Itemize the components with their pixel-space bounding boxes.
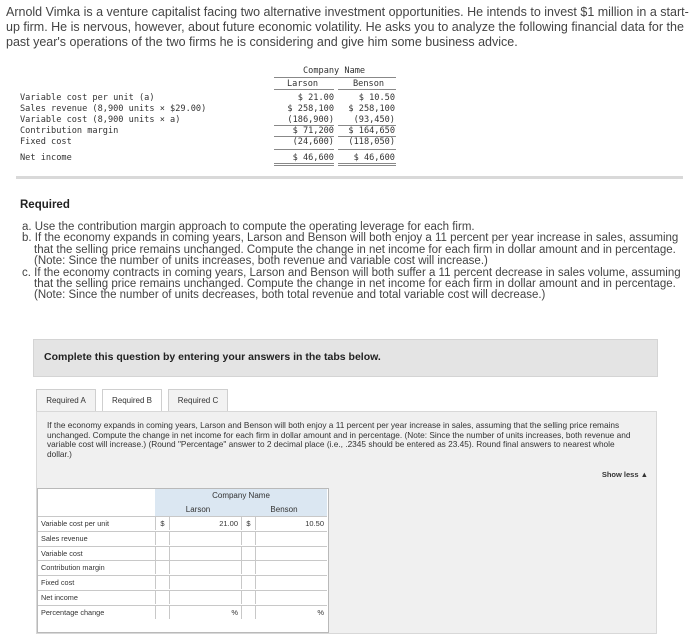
benson-currency-prefix [241,531,255,545]
tab-required-a[interactable]: Required A [36,389,96,413]
benson-currency-prefix [241,546,255,560]
instruction-banner [33,339,658,377]
company-name-header: Company Name [303,66,366,76]
grid-row-label: Sales revenue [38,531,155,545]
problem-intro: Arnold Vimka is a venture capitalist facing two alternative investment opportunities. He intends to invest $1 million in a start-up firm. He is nervous, however, about future economic volatility. He asks you to analyze the following financial data for the past year's operations of the two firms he is considering and give him some business advice. [6,5,689,49]
data-larson-value: $ 71,200 [292,126,334,136]
required-title: Required [20,199,70,211]
grid-row-label: Variable cost per unit [38,516,155,530]
required-item-c: c. If the economy contracts in coming years, Larson and Benson will both suffer a 11 percent decrease in sales volume, assuming that the selling price remains unchanged. Compute the change in net income for each firm in dollar amount and in percentage. (Note: Since the number of units decreases, both total revenue and total variable cost will decrease.) [22,266,681,302]
benson-currency-prefix: $ [241,516,255,530]
data-larson-value: (186,900) [287,115,334,125]
table-rule [274,165,334,166]
data-benson-value: $ 164,650 [348,126,395,136]
grid-row-label: Fixed cost [38,575,155,589]
data-larson-value: $ 21.00 [297,93,334,103]
table-rule [338,163,396,164]
larson-input[interactable] [169,590,241,604]
table-rule [338,136,396,137]
data-benson-value: $ 258,100 [348,104,395,114]
larson-input[interactable] [169,531,241,545]
data-benson-value: $ 46,600 [353,153,395,163]
required-list [22,222,687,302]
grid-row-label: Net income [38,590,155,604]
required-item-a: a. Use the contribution margin approach to compute the operating leverage for each firm. [22,221,475,233]
show-less-link[interactable]: Show less ▲ [601,470,648,479]
table-rule [274,136,334,137]
benson-currency-prefix [241,590,255,604]
larson-input[interactable] [169,560,241,574]
benson-input[interactable]: % [255,605,327,619]
benson-input[interactable] [255,575,327,589]
required-item-b: b. If the economy expands in coming years, Larson and Benson will both enjoy a 11 percent per year increase in sales, assuming that the selling price remains unchanged. Compute the change in net income for each firm in dollar amount and in percentage. (Note: Since the number of units increases, both revenue and variable cost will increase.) [22,232,679,268]
grid-company-name-header: Company Name [155,489,327,503]
instruction-text: Complete this question by entering your answers in the tabs below. [44,351,381,363]
tab-required-c[interactable]: Required C [168,389,228,413]
benson-currency-prefix [241,575,255,589]
table-rule [274,163,334,164]
benson-input[interactable] [255,560,327,574]
benson-input[interactable] [255,546,327,560]
tab-required-b[interactable]: Required B [102,389,162,413]
col-larson-header: Larson [287,79,319,89]
grid-row-label: Percentage change [38,605,155,619]
table-rule [274,149,334,150]
data-row-label: Sales revenue (8,900 units × $29.00) [20,104,207,114]
table-rule [338,149,396,150]
benson-currency-prefix [241,605,255,619]
larson-input[interactable]: 21.00 [169,516,241,530]
grid-row-label: Variable cost [38,546,155,560]
col-benson-header: Benson [353,79,385,89]
benson-currency-prefix [241,560,255,574]
answer-grid [37,488,329,633]
data-larson-value: (24,600) [292,137,334,147]
larson-input[interactable] [169,546,241,560]
panel-description: If the economy expands in coming years, Larson and Benson will both enjoy a 11 percent per year increase in sales, assuming that the selling price remains unchanged. Compute the change in net income for each firm in dollar amount and in percentage. (Note: Since the number of units increases, both revenue and variable cost will increase.) (Round "Percentage" answer to 2 decimal place (i.e., .2345 should be entered as 23.45). Round final answers to nearest whole dollar.) [47,420,631,459]
larson-currency-prefix: $ [155,516,169,530]
grid-row-label: Contribution margin [38,560,155,574]
grid-col-larson: Larson [155,503,241,516]
benson-input[interactable] [255,531,327,545]
data-benson-value: (93,450) [353,115,395,125]
section-divider [16,176,683,179]
larson-currency-prefix [155,531,169,545]
benson-input[interactable] [255,590,327,604]
data-row-label: Net income [20,153,72,163]
larson-input[interactable] [169,575,241,589]
larson-currency-prefix [155,590,169,604]
grid-col-benson: Benson [241,503,327,516]
larson-input[interactable]: % [169,605,241,619]
data-larson-value: $ 46,600 [292,153,334,163]
benson-input[interactable]: 10.50 [255,516,327,530]
table-rule [338,125,396,126]
table-rule [338,165,396,166]
data-benson-value: (118,050) [348,137,395,147]
larson-currency-prefix [155,605,169,619]
larson-currency-prefix [155,560,169,574]
table-rule [274,125,334,126]
data-row-label: Variable cost (8,900 units × a) [20,115,181,125]
data-larson-value: $ 258,100 [287,104,334,114]
data-row-label: Fixed cost [20,137,72,147]
larson-currency-prefix [155,575,169,589]
larson-currency-prefix [155,546,169,560]
data-row-label: Contribution margin [20,126,119,136]
data-benson-value: $ 10.50 [358,93,395,103]
data-row-label: Variable cost per unit (a) [20,93,155,103]
